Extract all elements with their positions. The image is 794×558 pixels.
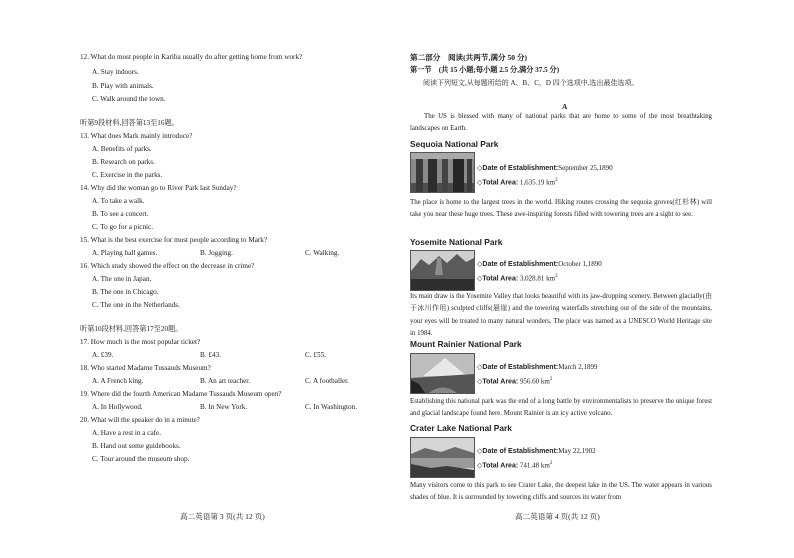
section-heading: 第一节 (共 15 小题;每小题 2.5 分,满分 37.5 分) <box>410 66 560 74</box>
crater-lake-description: Many visitors come to this park to see Crater Lake, the deepest lake in the US. The water appears in various shades of blue. It is surrounded by towering cliffs and sources its water from <box>410 482 712 502</box>
passage-intro: The US is blessed with many of national parks that are home to some of the most breathtaking landscapes on Earth. <box>410 113 712 133</box>
option-12b: B. Play with animals. <box>92 82 154 90</box>
yosemite-description: Its main draw is the Yosemite Valley that looks beautiful with its jaw-dropping scenery. Between glacially(由于冰川作用) sculpted cliffs(悬崖) and the towering waterfalls stretching out of the side of the mountains, your eyes will be treated to many natural wonders. The place was named as a UNESCO World Heritage site in 1984. <box>410 293 712 338</box>
option-20b: B. Hand out some guidebooks. <box>92 442 181 450</box>
option-13b: B. Research on parks. <box>92 158 155 166</box>
yosemite-date: ◇Date of Establishment:October 1,1890 <box>477 260 602 268</box>
option-13c: C. Exercise in the parks. <box>92 171 163 179</box>
option-14c: C. To go for a picnic. <box>92 223 154 231</box>
option-17a: A. £39. <box>92 351 114 359</box>
option-14a: A. To take a walk. <box>92 197 145 205</box>
option-18a: A. A French king. <box>92 377 144 385</box>
right-footer: 高二英语第 4 页(共 12 页) <box>515 512 600 521</box>
section-9-heading: 听第9段材料,回答第13至16题。 <box>80 119 179 127</box>
option-13a: A. Benefits of parks. <box>92 145 152 153</box>
yosemite-photo <box>410 250 475 291</box>
option-19c: C. In Washington. <box>305 403 357 411</box>
question-15: 15. What is the best exercise for most people according to Mark? <box>80 236 268 244</box>
park-name-sequoia: Sequoia National Park <box>410 139 499 149</box>
rainier-description: Establishing this national park was the end of a long battle by environmentalists to preserve the unique forest and glacial landscape found here. Mount Rainier is an icy active volcano. <box>410 398 712 418</box>
crater-lake-area: ◇Total Area: 741.48 $km^2$ <box>477 461 553 470</box>
section-10-heading: 听第10段材料,回答第17至20题。 <box>80 325 183 333</box>
option-12a: A. Stay indoors. <box>92 68 139 76</box>
option-15a: A. Playing ball games. <box>92 249 158 257</box>
rainier-date: ◇Date of Establishment:March 2,1899 <box>477 363 598 371</box>
option-18c: C. A footballer. <box>305 377 349 385</box>
park-name-yosemite: Yosemite National Park <box>410 237 503 247</box>
question-14: 14. Why did the woman go to River Park last Sunday? <box>80 184 237 192</box>
option-15b: B. Jogging. <box>200 249 233 257</box>
yosemite-area: ◇Total Area: 3,028.81 $km^2$ <box>477 274 558 283</box>
option-14b: B. To see a concert. <box>92 210 149 218</box>
option-20c: C. Tour around the museum shop. <box>92 455 190 463</box>
option-17b: B. £43. <box>200 351 221 359</box>
option-15c: C. Walking. <box>305 249 340 257</box>
crater-lake-date: ◇Date of Establishment:May 22,1902 <box>477 447 596 455</box>
rainier-area: ◇Total Area: 956.60 $km^2$ <box>477 377 553 386</box>
question-16: 16. Which study showed the effect on the decrease in crime? <box>80 262 255 270</box>
question-18: 18. Who started Madame Tussauds Museum? <box>80 364 211 372</box>
passage-letter: A <box>562 102 568 111</box>
left-footer: 高二英语第 3 页(共 12 页) <box>180 512 265 521</box>
option-16a: A. The one in Japan. <box>92 275 152 283</box>
option-18b: B. An art teacher. <box>200 377 251 385</box>
option-16c: C. The one in the Netherlands. <box>92 301 180 309</box>
option-12c: C. Walk around the town. <box>92 95 166 103</box>
crater-lake-photo <box>410 437 475 478</box>
sequoia-area: ◇Total Area: 1,635.19 $km^2$ <box>477 178 558 187</box>
option-16b: B. The one in Chicago. <box>92 288 159 296</box>
park-name-rainier: Mount Rainier National Park <box>410 339 522 349</box>
sequoia-photo <box>410 152 475 193</box>
question-17: 17. How much is the most popular ticket? <box>80 338 201 346</box>
option-19a: A. In Hollywood. <box>92 403 143 411</box>
option-17c: C. £55. <box>305 351 326 359</box>
park-name-crater-lake: Crater Lake National Park <box>410 423 512 433</box>
question-19: 19. Where did the fourth American Madame Tussauds Museum open? <box>80 390 282 398</box>
right-page <box>397 0 794 558</box>
option-20a: A. Have a rest in a cafe. <box>92 429 162 437</box>
question-20: 20. What will the speaker do in a minute? <box>80 416 200 424</box>
reading-instruction: 阅读下列短文,从每题所给的 A、B、C、D 四个选项中,选出最佳选项。 <box>423 79 639 87</box>
question-13: 13. What does Mark mainly introduce? <box>80 132 193 140</box>
part-heading: 第二部分 阅读(共两节,满分 50 分) <box>410 53 528 62</box>
sequoia-date: ◇Date of Establishment:September 25,1890 <box>477 164 613 172</box>
rainier-photo <box>410 353 475 394</box>
option-19b: B. In New York. <box>200 403 248 411</box>
question-12: 12. What do most people in Kariba usually do after getting home from work? <box>80 53 303 61</box>
sequoia-description: The place is home to the largest trees in the world. Hiking routes crossing the sequoia groves(红杉林) will take you near these huge trees. These awe-inspiring forests filled with towering trees are a sight to see. <box>410 199 712 219</box>
